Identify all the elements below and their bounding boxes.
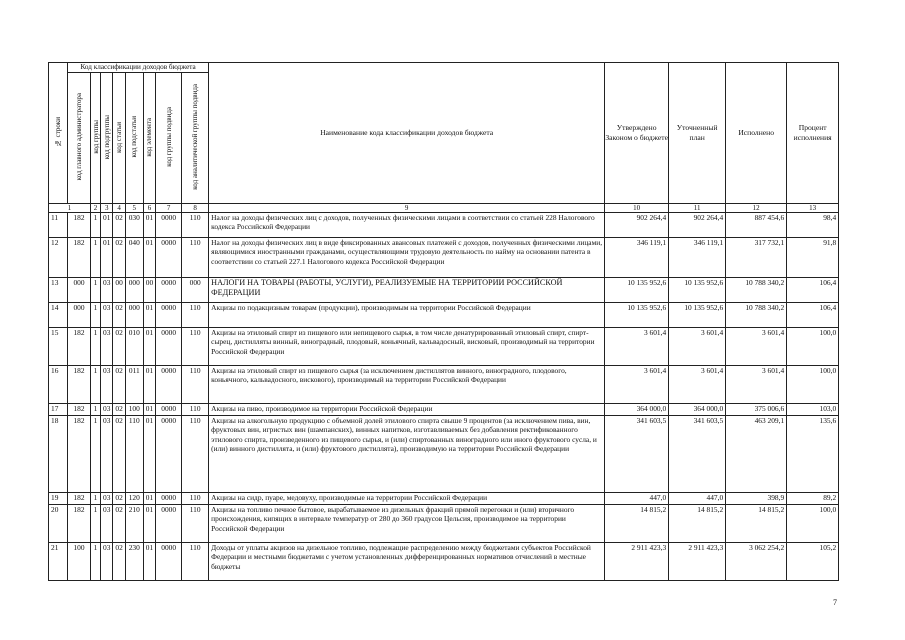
percent-cell: 103,0 [787,404,839,416]
code-cell: 03 [101,543,113,581]
column-number: 10 [605,204,669,213]
revised-cell: 341 603,5 [669,416,726,493]
code-cell: 02 [113,493,125,505]
column-number: 13 [787,204,839,213]
revised-header: Уточненный план [669,63,726,204]
revenue-name-cell: Доходы от уплаты акцизов на дизельное топливо, подлежащие распределению между бюджетами субъектов Российской Федерации и местными бюджетами с учетом установленных дифференцированных нормативов отчислений в местные бюджеты [209,543,605,581]
code-cell: 0000 [156,543,182,581]
table-row [49,366,839,404]
code-cell: 02 [113,366,125,404]
column-number: 11 [669,204,726,213]
executed-header: Исполнено [726,63,787,204]
code-cell: 000 [182,278,209,303]
approved-cell: 3 601,4 [605,328,669,366]
code-cell: 01 [143,543,155,581]
percent-cell: 135,6 [787,416,839,493]
percent-cell: 106,4 [787,303,839,328]
percent-header: Процент исполнения [787,63,839,204]
code-cell: 110 [182,328,209,366]
table-row [49,404,839,416]
approved-cell: 364 000,0 [605,404,669,416]
code-cell: 02 [113,404,125,416]
row-number-cell: 17 [49,404,68,416]
code-cell: 1 [91,416,101,493]
row-number-cell: 15 [49,328,68,366]
page-number: 7 [833,598,837,607]
code-cell: 182 [68,213,91,238]
code-cell: 01 [143,505,155,543]
row-number-cell: 14 [49,303,68,328]
code-cell: 0000 [156,328,182,366]
code-column-header: код группы подвида [156,73,182,204]
code-cell: 0000 [156,303,182,328]
column-number: 4 [113,204,125,213]
column-number: 1 [49,204,91,213]
column-number: 8 [182,204,209,213]
code-cell: 01 [143,238,155,278]
code-cell: 182 [68,238,91,278]
code-cell: 01 [143,404,155,416]
code-cell: 210 [125,505,143,543]
approved-cell: 10 135 952,6 [605,303,669,328]
percent-cell: 100,0 [787,366,839,404]
percent-cell: 98,4 [787,213,839,238]
table-row [49,213,839,238]
row-number-cell: 12 [49,238,68,278]
code-cell: 02 [113,238,125,278]
code-cell: 010 [125,328,143,366]
percent-cell: 100,0 [787,505,839,543]
approved-cell: 902 264,4 [605,213,669,238]
code-cell: 0000 [156,278,182,303]
approved-cell: 3 601,4 [605,366,669,404]
percent-cell: 106,4 [787,278,839,303]
row-number-cell: 13 [49,278,68,303]
revenue-name-cell: Акцизы на сидр, пуаре, медовуху, производимые на территории Российской Федерации [209,493,605,505]
percent-cell: 105,2 [787,543,839,581]
table-row [49,416,839,493]
revenue-name-cell: НАЛОГИ НА ТОВАРЫ (РАБОТЫ, УСЛУГИ), РЕАЛИЗУЕМЫЕ НА ТЕРРИТОРИИ РОССИЙСКОЙ ФЕДЕРАЦИИ [209,278,605,303]
code-cell: 03 [101,328,113,366]
code-cell: 01 [143,366,155,404]
column-number: 12 [726,204,787,213]
code-cell: 110 [125,416,143,493]
approved-cell: 10 135 952,6 [605,278,669,303]
revenue-name-cell: Акцизы на алкогольную продукцию с объемной долей этилового спирта свыше 9 процентов (за исключением пива, вин, фруктовых вин, игристых вин (шампанских), винных напитков, изготавливаемых без добавления ректификованного этилового спирта, произведенного из пищевого сырья, и (или) спиртованных виноградного или иного фруктового сусла, и (или) винного дистиллята, и (или) фруктового дистиллята), производимую на территории Российской Федерации [209,416,605,493]
approved-header: Утверждено Законом о бюджете [605,63,669,204]
executed-cell: 10 788 340,2 [726,303,787,328]
executed-cell: 14 815,2 [726,505,787,543]
row-number-cell: 11 [49,213,68,238]
executed-cell: 317 732,1 [726,238,787,278]
code-cell: 100 [68,543,91,581]
code-column-header: код подгруппы [101,73,113,204]
code-cell: 182 [68,366,91,404]
code-cell: 03 [101,404,113,416]
executed-cell: 398,9 [726,493,787,505]
table-row [49,278,839,303]
column-number: 9 [209,204,605,213]
code-cell: 182 [68,493,91,505]
budget-document [48,62,839,581]
code-cell: 01 [143,213,155,238]
code-cell: 0000 [156,505,182,543]
table-row [49,303,839,328]
code-column-header: код подстатьи [125,73,143,204]
executed-cell: 375 006,6 [726,404,787,416]
code-cell: 110 [182,416,209,493]
approved-cell: 346 119,1 [605,238,669,278]
revised-cell: 10 135 952,6 [669,303,726,328]
revenue-name-cell: Налог на доходы физических лиц в виде фиксированных авансовых платежей с доходов, полученных физическими лицами, являющимися иностранными гражданами, осуществляющими трудовую деятельность по найму на основании патента в соответствии со статьей 227.1 Налогового кодекса Российской Федерации [209,238,605,278]
percent-cell: 89,2 [787,493,839,505]
code-cell: 110 [182,303,209,328]
code-cell: 000 [68,303,91,328]
code-cell: 01 [143,493,155,505]
code-cell: 03 [101,278,113,303]
revised-cell: 447,0 [669,493,726,505]
table-row [49,505,839,543]
code-cell: 00 [143,278,155,303]
code-cell: 03 [101,366,113,404]
table-row [49,238,839,278]
code-column-header: код главного администратора [68,73,91,204]
code-cell: 182 [68,328,91,366]
approved-cell: 341 603,5 [605,416,669,493]
code-cell: 03 [101,493,113,505]
executed-cell: 3 062 254,2 [726,543,787,581]
executed-cell: 3 601,4 [726,328,787,366]
code-cell: 03 [101,505,113,543]
code-cell: 03 [101,303,113,328]
revised-cell: 902 264,4 [669,213,726,238]
code-cell: 1 [91,213,101,238]
code-cell: 1 [91,543,101,581]
executed-cell: 10 788 340,2 [726,278,787,303]
revenue-name-cell: Акцизы на этиловый спирт из пищевого или непищевого сырья, в том числе денатурированный этиловый спирт, спирт-сырец, дистилляты винный, виноградный, плодовый, коньячный, кальвадосный, висковый, производимый на территории Российской Федерации [209,328,605,366]
code-cell: 0000 [156,404,182,416]
revised-cell: 346 119,1 [669,238,726,278]
revenue-name-cell: Акцизы на пиво, производимое на территории Российской Федерации [209,404,605,416]
code-cell: 1 [91,303,101,328]
code-cell: 040 [125,238,143,278]
code-cell: 0000 [156,416,182,493]
revised-cell: 364 000,0 [669,404,726,416]
code-cell: 1 [91,278,101,303]
code-cell: 110 [182,404,209,416]
row-number-header: № строки [49,63,68,204]
code-column-header: код статьи [113,73,125,204]
percent-cell: 100,0 [787,328,839,366]
code-cell: 000 [125,278,143,303]
row-number-cell: 21 [49,543,68,581]
code-cell: 182 [68,505,91,543]
column-number: 7 [156,204,182,213]
revised-cell: 3 601,4 [669,366,726,404]
row-number-cell: 18 [49,416,68,493]
code-cell: 182 [68,404,91,416]
code-cell: 01 [101,213,113,238]
code-cell: 000 [125,303,143,328]
code-cell: 110 [182,366,209,404]
code-cell: 110 [182,543,209,581]
table-row [49,328,839,366]
column-number: 2 [91,204,101,213]
code-cell: 110 [182,493,209,505]
code-cell: 0000 [156,238,182,278]
row-number-cell: 16 [49,366,68,404]
percent-cell: 91,8 [787,238,839,278]
approved-cell: 2 911 423,3 [605,543,669,581]
code-cell: 0000 [156,213,182,238]
code-column-header: код группы [91,73,101,204]
code-cell: 1 [91,366,101,404]
revenue-name-cell: Акцизы на этиловый спирт из пищевого сырья (за исключением дистиллятов винного, виноградного, плодового, коньячного, кальвадосного, вискового), производимый на территории Российской Федерации [209,366,605,404]
code-cell: 1 [91,404,101,416]
revenue-table [48,62,839,581]
code-cell: 01 [143,416,155,493]
code-column-header: код аналитической группы подвида [182,73,209,204]
executed-cell: 3 601,4 [726,366,787,404]
table-row [49,543,839,581]
revised-cell: 10 135 952,6 [669,278,726,303]
code-cell: 110 [182,238,209,278]
code-cell: 120 [125,493,143,505]
code-cell: 1 [91,328,101,366]
code-cell: 02 [113,505,125,543]
revised-cell: 3 601,4 [669,328,726,366]
code-cell: 230 [125,543,143,581]
code-cell: 02 [113,543,125,581]
code-cell: 0000 [156,366,182,404]
revenue-name-cell: Акцизы по подакцизным товарам (продукции), производимым на территории Российской Федерации [209,303,605,328]
revised-cell: 2 911 423,3 [669,543,726,581]
code-cell: 1 [91,493,101,505]
column-number: 3 [101,204,113,213]
code-cell: 01 [101,238,113,278]
code-column-header: код элемента [143,73,155,204]
code-cell: 02 [113,328,125,366]
code-cell: 110 [182,505,209,543]
code-cell: 000 [68,278,91,303]
row-number-cell: 20 [49,505,68,543]
revenue-name-cell: Акцизы на топливо печное бытовое, вырабатываемое из дизельных фракций прямой перегонки и (или) вторичного происхождения, кипящих в интервале температур от 280 до 360 градусов Цельсия, производимое на территории Российской Федерации [209,505,605,543]
name-header: Наименование кода классификации доходов бюджета [209,63,605,204]
code-cell: 03 [101,416,113,493]
approved-cell: 14 815,2 [605,505,669,543]
revised-cell: 14 815,2 [669,505,726,543]
executed-cell: 887 454,6 [726,213,787,238]
code-cell: 1 [91,238,101,278]
code-cell: 100 [125,404,143,416]
table-row [49,493,839,505]
code-cell: 182 [68,416,91,493]
code-cell: 01 [143,328,155,366]
code-cell: 02 [113,416,125,493]
executed-cell: 463 209,1 [726,416,787,493]
code-cell: 011 [125,366,143,404]
code-cell: 110 [182,213,209,238]
code-group-header: Код классификации доходов бюджета [68,63,209,73]
approved-cell: 447,0 [605,493,669,505]
column-number: 6 [143,204,155,213]
code-cell: 030 [125,213,143,238]
row-number-cell: 19 [49,493,68,505]
revenue-name-cell: Налог на доходы физических лиц с доходов, полученных физическими лицами в соответствии со статьей 228 Налогового кодекса Российской Федерации [209,213,605,238]
code-cell: 1 [91,505,101,543]
column-number: 5 [125,204,143,213]
code-cell: 0000 [156,493,182,505]
code-cell: 01 [143,303,155,328]
code-cell: 00 [113,278,125,303]
code-cell: 02 [113,303,125,328]
code-cell: 02 [113,213,125,238]
